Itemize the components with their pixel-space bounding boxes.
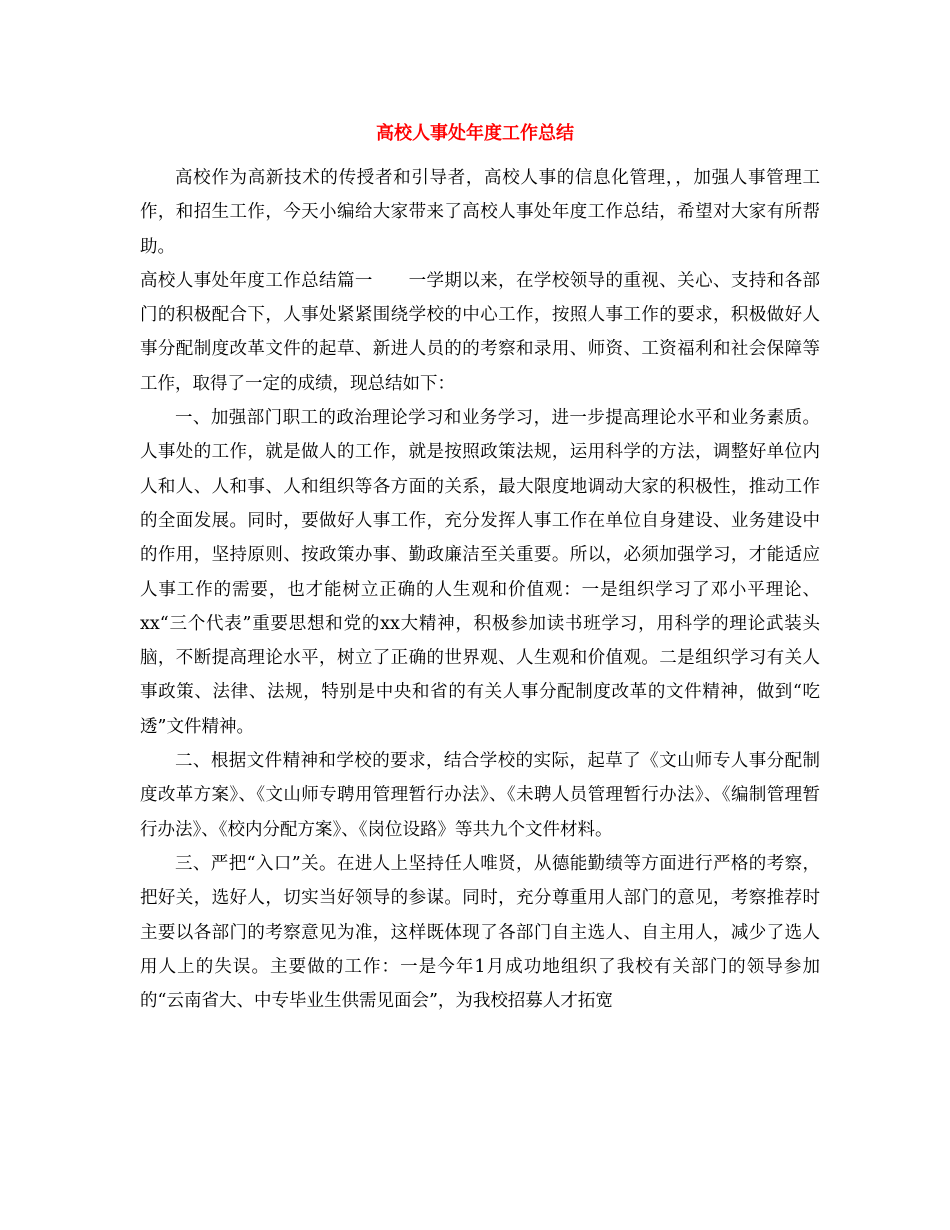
paragraph-section-two: 二、根据文件精神和学校的要求，结合学校的实际，起草了《文山师专人事分配制度改革方案》、《文山师专聘用管理暂行办法》、《未聘人员管理暂行办法》、《编制管理暂行办法》、《校内分配方案》、《岗位设路》等共九个文件材料。: [140, 751, 820, 840]
paragraph-part-one-opening: 高校人事处年度工作总结篇一 一学期以来，在学校领导的重视、关心、支持和各部门的积极配合下，人事处紧紧围绕学校的中心工作，按照人事工作的要求，积极做好人事分配制度改革文件的起草、新进人员的的考察和录用、师资、工资福利和社会保障等工作，取得了一定的成绩，现总结如下：: [140, 270, 820, 394]
document-body: [140, 161, 820, 1018]
paragraph-section-three: 三、严把“入口”关。在进人上坚持任人唯贤，从德能勤绩等方面进行严格的考察，把好关，选好人，切实当好领导的参谋。同时，充分尊重用人部门的意见，考察推荐时主要以各部门的考察意见为准，这样既体现了各部门自主选人、自主用人，减少了选人用人上的失误。主要做的工作：一是今年1月成功地组织了我校有关部门的领导参加的“云南省大、中专毕业生供需见面会”，为我校招募人才拓宽: [140, 853, 820, 1012]
paragraph-section-one: 一、加强部门职工的政治理论学习和业务学习，进一步提高理论水平和业务素质。人事处的工作，就是做人的工作，就是按照政策法规，运用科学的方法，调整好单位内人和人、人和事、人和组织等各方面的关系，最大限度地调动大家的积极性，推动工作的全面发展。同时，要做好人事工作，充分发挥人事工作在单位自身建设、业务建设中的作用，坚持原则、按政策办事、勤政廉洁至关重要。所以，必须加强学习，才能适应人事工作的需要，也才能树立正确的人生观和价值观：一是组织学习了邓小平理论、xx“三个代表”重要思想和党的xx大精神，积极参加读书班学习，用科学的理论武装头脑，不断提高理论水平，树立了正确的世界观、人生观和价值观。二是组织学习有关人事政策、法律、法规，特别是中央和省的有关人事分配制度改革的文件精神，做到“吃透”文件精神。: [140, 408, 820, 737]
document-title: 高校人事处年度工作总结: [376, 123, 574, 144]
paragraph-intro: 高校作为高新技术的传授者和引导者，高校人事的信息化管理，，加强人事管理工作，和招生工作，今天小编给大家带来了高校人事处年度工作总结，希望对大家有所帮助。: [140, 168, 820, 257]
